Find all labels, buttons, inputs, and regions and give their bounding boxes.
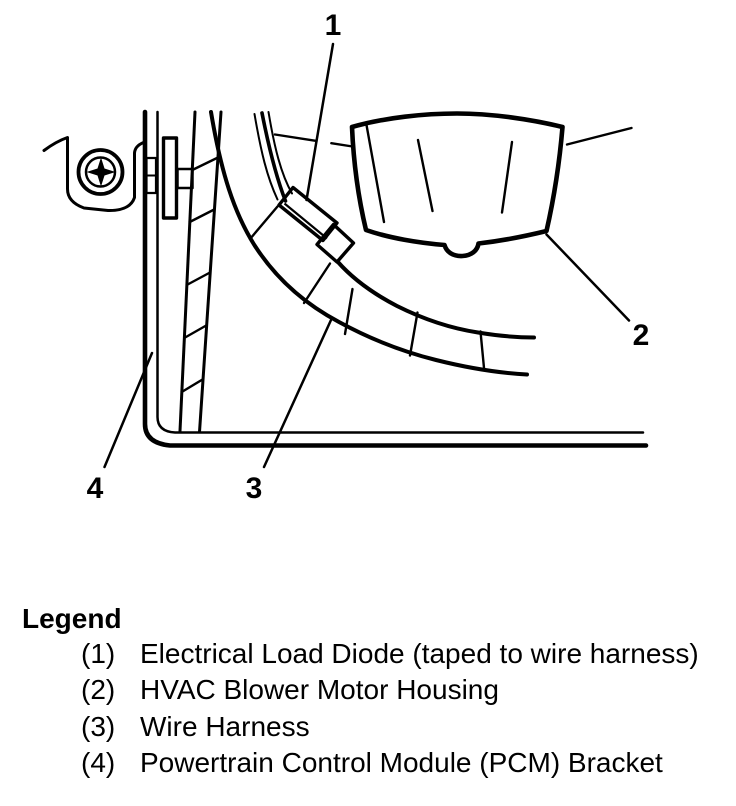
harness-tape-wrap [481,332,485,369]
legend-item-label: Powertrain Control Module (PCM) Bracket [140,747,663,778]
legend-title: Legend [22,603,122,634]
legend-item-3 [81,712,310,742]
housing-rib [367,125,385,222]
housing-rib [418,140,433,211]
callout-leaders [105,44,630,467]
legend-item-number: (3) [81,711,116,742]
legend-item-1 [81,639,699,669]
bracket-rib [164,138,177,218]
strap-rung [192,158,218,171]
harness-tape-wrap [304,264,330,304]
strap-rung [182,380,203,393]
housing-rib [502,142,512,213]
callout-number-3: 3 [245,472,263,505]
panel-seam-line [567,128,632,145]
bracket-inner-edge [158,112,644,433]
legend-item-2 [81,675,499,705]
harness-tape-wrap [250,207,278,240]
electrical-load-diode [279,188,354,263]
harness-upper-edge-left [262,113,286,201]
screw-mount [44,138,144,211]
legend-item-label: HVAC Blower Motor Housing [140,674,499,705]
mounting-strap [180,112,221,432]
callout-number-2: 2 [632,319,650,352]
legend-item-number: (2) [81,674,116,705]
legend-item-number: (1) [81,638,116,669]
legend-item-label: Electrical Load Diode (taped to wire harness) [140,638,699,669]
panel-dash-line [275,135,353,147]
diode-tape-end [317,225,354,263]
callout-number-4: 4 [86,472,104,505]
callout-number-1: 1 [324,9,342,42]
harness-upper-edge-right [338,262,535,338]
legend-item-label: Wire Harness [140,711,310,742]
leader-2 [547,235,630,321]
leader-1 [307,44,334,200]
strap-rung [190,210,215,223]
strap-rung [184,326,206,339]
legend-item-number: (4) [81,747,116,778]
harness-tape-wrap [410,313,418,356]
strap-rung [187,273,210,286]
housing-outline [352,114,563,257]
strap-left-edge [180,112,195,431]
legend-item-4 [81,748,663,778]
